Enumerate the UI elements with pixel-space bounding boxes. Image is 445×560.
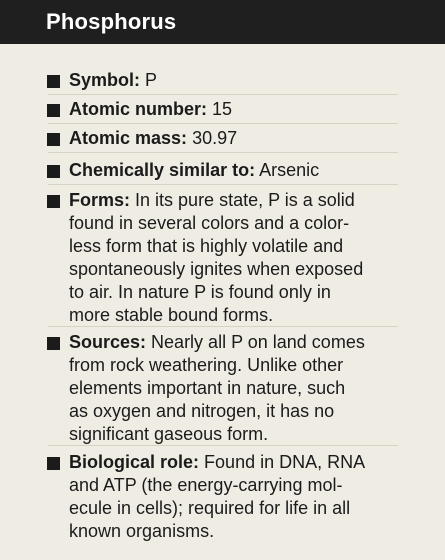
fact-line-text: Found in DNA, RNA [204, 452, 366, 472]
fact-line: and ATP (the energy-carrying mol- [69, 475, 343, 495]
fact-label: Sources: [69, 332, 147, 352]
square-bullet-icon [47, 104, 60, 117]
fact-line: found in several colors and a color- [69, 213, 350, 233]
divider [48, 326, 398, 327]
fact-line: known organisms. [69, 521, 215, 541]
fact-text [69, 451, 414, 543]
fact-line: spontaneously ignites when exposed [69, 259, 364, 279]
fact-line: significant gaseous form. [69, 424, 269, 444]
fact-text [69, 127, 414, 150]
fact-line: to air. In nature P is found only in [69, 282, 331, 302]
divider [48, 152, 398, 153]
square-bullet-icon [47, 457, 60, 470]
divider [48, 445, 398, 446]
fact-label: Atomic mass: [69, 128, 188, 148]
square-bullet-icon [47, 165, 60, 178]
fact-value: P [145, 70, 158, 90]
divider [48, 94, 398, 95]
fact-value: 15 [212, 99, 233, 119]
square-bullet-icon [47, 133, 60, 146]
fact-line: elements important in nature, such [69, 378, 346, 398]
fact-value: Arsenic [259, 160, 320, 180]
fact-line [69, 331, 414, 354]
fact-label: Forms: [69, 190, 131, 210]
fact-text [69, 331, 414, 446]
divider [48, 123, 398, 124]
fact-line [69, 451, 414, 474]
fact-text [69, 69, 414, 92]
square-bullet-icon [47, 195, 60, 208]
fact-value: 30.97 [192, 128, 238, 148]
fact-text [69, 189, 414, 327]
fact-line: ecule in cells); required for life in all [69, 498, 351, 518]
fact-label: Symbol: [69, 70, 141, 90]
divider [48, 184, 398, 185]
fact-text [69, 159, 414, 182]
fact-line-text: Nearly all P on land comes [151, 332, 365, 352]
fact-line: less form that is highly volatile and [69, 236, 344, 256]
fact-line [69, 189, 414, 212]
fact-line-text: In its pure state, P is a solid [135, 190, 355, 210]
fact-label: Atomic number: [69, 99, 208, 119]
fact-line: more stable bound forms. [69, 305, 274, 325]
square-bullet-icon [47, 75, 60, 88]
fact-line: from rock weathering. Unlike other [69, 355, 344, 375]
fact-label: Biological role: [69, 452, 200, 472]
page-title: Phosphorus [46, 9, 177, 34]
fact-text [69, 98, 414, 121]
square-bullet-icon [47, 337, 60, 350]
fact-line: as oxygen and nitrogen, it has no [69, 401, 335, 421]
fact-label: Chemically similar to: [69, 160, 256, 180]
